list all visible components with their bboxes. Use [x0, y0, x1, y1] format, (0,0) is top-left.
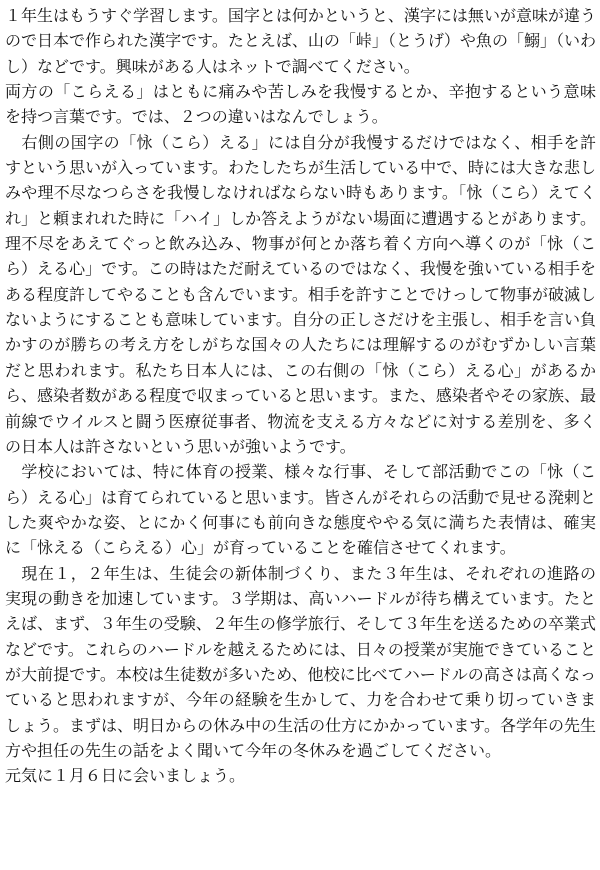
paragraph-third-term: 現在１，２年生は、生徒会の新体制づくり、また３年生は、それぞれの進路の実現の動きを加速しています。３学期は、高いハードルが待ち構えています。たとえば、まず、３年生の受験、２年生の修学旅行、そして３年生を送るための卒業式などです。これらのハードルを越えるためには、日々の授業が実施できていることが大前提です。本校は生徒数が多いため、他校に比べてハードルの高さは高くなっていると思われますが、今年の経験を生かして、力を合わせて乗り切っていきましょう。まずは、明日からの休み中の生活の仕方にかかっています。各学年の先生方や担任の先生の話をよく聞いて今年の冬休みを過ごしてください。 [5, 563, 596, 760]
paragraph-closing: 元気に１月６日に会いましょう。 [5, 766, 246, 786]
paragraph-koraeru-meaning: 右側の国字の「怺（こら）える」には自分が我慢するだけではなく、相手を許すという思いが入っています。わたしたちが生活している中で、時には大きな悲しみや理不尽なつらさを我慢しなければならない時もあります。「怺（こら）えてくれ」と頼まれれた時に「ハイ」しか答えようがない場面に遭遇するとがあります。理不尽をあえてぐっと飲み込み、物事が何とか落ち着く方向へ導くのが「怺（こら）える心」です。この時はただ耐えているのではなく、我慢を強いている相手をある程度許してやることも含んでいます。相手を許すことでけっして物事が破滅しないようにすることも意味しています。自分の正しさだけを主張し、相手を言い負かすのが勝ちの考え方をしがちな国々の人たちには理解するのがむずかしい言葉だと思われます。私たち日本人には、この右側の「怺（こら）える心」があるから、感染者数がある程度で収まっていると思います。また、感染者やその家族、最前線でウイルスと闘う医療従事者、物流を支える方々などに対する差別を、多くの日本人は許さないという思いが強いようです。 [5, 132, 596, 456]
paragraph-school-activities: 学校においては、特に体育の授業、様々な行事、そして部活動でこの「怺（こら）える心」は育てられていると思います。皆さんがそれらの活動で見せる溌剌とした爽やかな姿、とにかく何事にも前向きな態度ややる気に満ちた表情は、確実に「怺える（こらえる）心」が育っていることを確信させてくれます。 [5, 462, 596, 558]
paragraph-kokuji-intro: １年生はもうすぐ学習します。国字とは何かというと、漢字には無いが意味が違うので日本で作られた漢字です。たとえば、山の「峠」（とうげ）や魚の「鰯」（いわし）などです。興味がある人はネットで調べてください。 [5, 6, 596, 76]
paragraph-koraeru-question: 両方の「こらえる」はともに痛みや苦しみを我慢するとか、辛抱するという意味を持つ言葉です。では、２つの違いはなんでしょう。 [5, 82, 596, 127]
